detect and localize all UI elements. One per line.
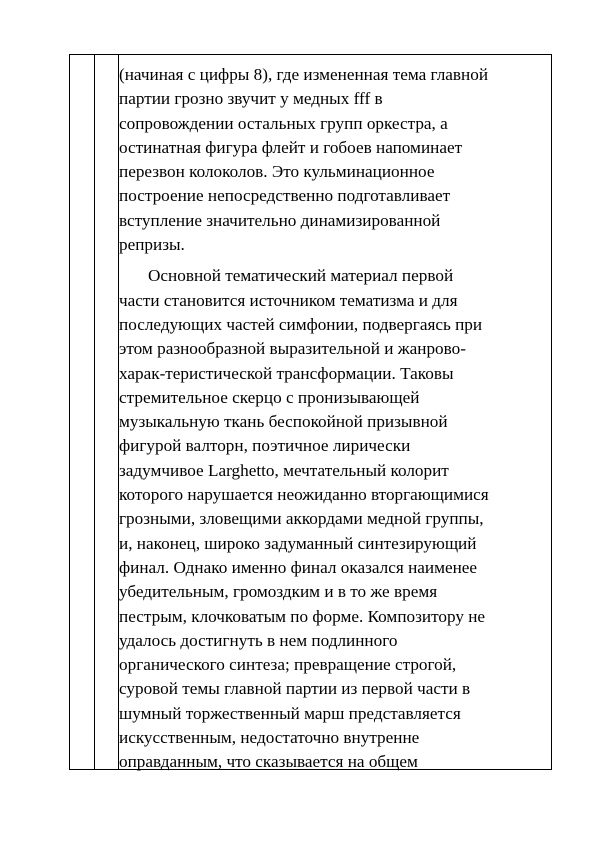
text-line: убедительным, громоздким и в то же время: [119, 582, 438, 602]
text-line: музыкальную ткань беспокойной призывной: [119, 412, 448, 432]
paragraph-2: [119, 264, 551, 774]
text-line: финал. Однако именно финал оказался наименее: [119, 557, 478, 577]
table-column-2: [94, 55, 119, 769]
text-line: суровой темы главной партии из первой части в: [119, 679, 471, 699]
text-line: оправданным, что сказывается на общем: [119, 752, 418, 772]
text-line: последующих частей симфонии, подвергаясь при: [119, 314, 483, 334]
text-line: части становится источником тематизма и для: [119, 290, 458, 310]
text-line: партии грозно звучит у медных fff в: [119, 89, 383, 109]
text-line: и, наконец, широко задуманный синтезирующий: [119, 533, 477, 553]
document-table: [69, 54, 552, 770]
text-line: искусственным, недостаточно внутренне: [119, 728, 420, 748]
text-line: стремительное скерцо с пронизывающей: [119, 387, 420, 407]
text-line: органического синтеза; превращение строгой,: [119, 655, 457, 675]
table-column-1: [70, 55, 95, 769]
text-line: этом разнообразной выразительной и жанрово-: [119, 339, 466, 359]
table-text-cell: [119, 63, 551, 775]
text-line: перезвон колоколов. Это кульминационное: [119, 162, 435, 182]
text-line: построение непосредственно подготавливает: [119, 186, 451, 206]
text-line: фигурой валторн, поэтичное лирически: [119, 436, 411, 456]
text-line: остинатная фигура флейт и гобоев напоминает: [119, 137, 463, 157]
paragraph-1: [119, 63, 551, 257]
text-line: удалось достигнуть в нем подлинного: [119, 630, 398, 650]
text-line: (начиная с цифры 8), где измененная тема главной: [119, 65, 489, 84]
text-line: репризы.: [119, 235, 185, 255]
text-line: вступление значительно динамизированной: [119, 210, 441, 230]
text-line: грозными, зловещими аккордами медной группы,: [119, 509, 484, 529]
text-line: которого нарушается неожиданно вторгающимися: [119, 485, 489, 505]
text-line: Основной тематический материал первой: [148, 266, 454, 286]
text-line: задумчивое Larghetto, мечтательный колорит: [119, 460, 449, 480]
text-line: шумный торжественный марш представляется: [119, 703, 461, 723]
text-line: пестрым, клочковатым по форме. Композитору не: [119, 606, 486, 626]
text-line: сопровождении остальных групп оркестра, а: [119, 113, 448, 133]
text-line: харак-теристической трансформации. Таковы: [119, 363, 454, 383]
